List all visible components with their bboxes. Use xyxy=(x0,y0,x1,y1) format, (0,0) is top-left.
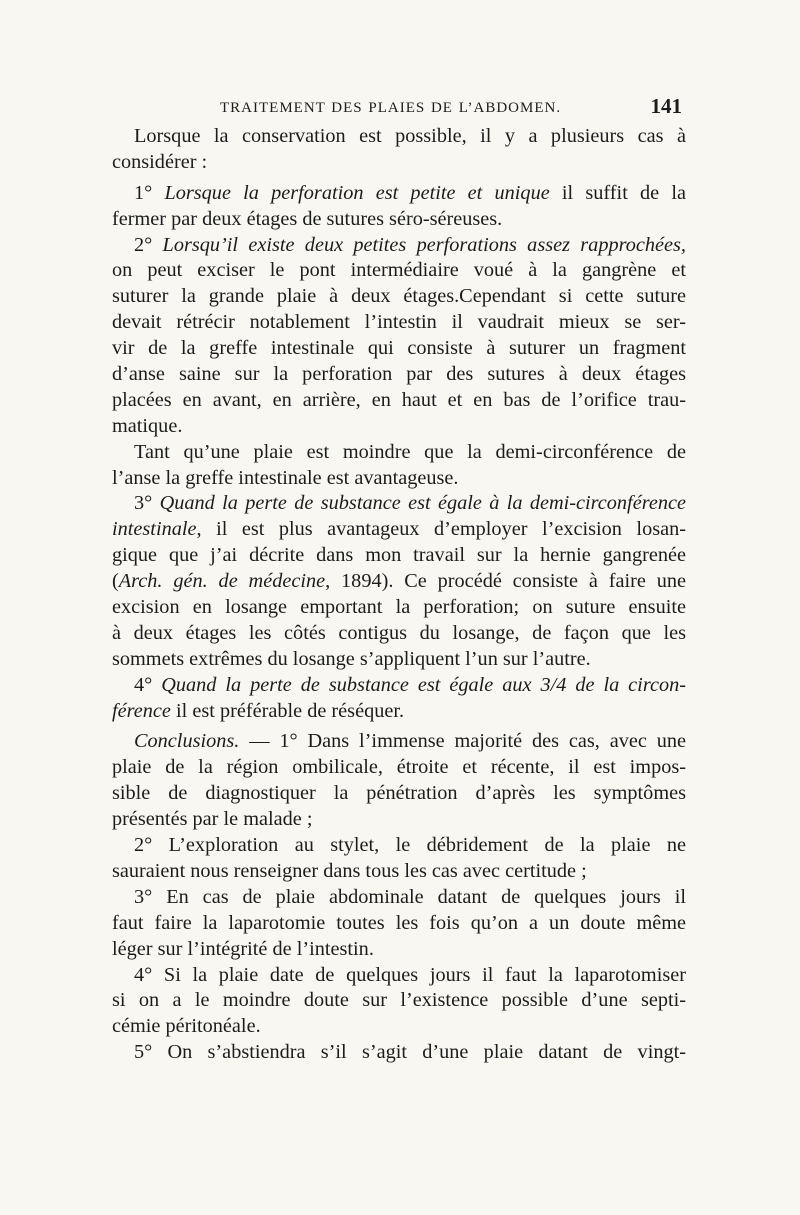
text-line: suturer la grande plaie à deux étages.Cependant si cette suture xyxy=(112,285,686,308)
text-line: si on a le moindre doute sur l’existence possible d’une septi- xyxy=(112,989,686,1012)
text-line: plaie de la région ombilicale, étroite et récente, il est impos- xyxy=(112,756,686,779)
text-line: fermer par deux étages de sutures séro-séreuses. xyxy=(112,207,503,230)
text-line: 3° En cas de plaie abdominale datant de quelques jours il xyxy=(134,885,686,908)
text-line: cémie péritonéale. xyxy=(112,1015,261,1038)
text-line: gique que j’ai décrite dans mon travail sur la hernie gangrenée xyxy=(112,544,686,567)
text-line: placées en avant, en arrière, en haut et en bas de l’orifice trau- xyxy=(112,388,686,411)
text-line: présentés par le malade ; xyxy=(112,808,313,831)
text-line: 4° Si la plaie date de quelques jours il faut la laparotomiser xyxy=(134,963,686,986)
text-line: l’anse la greffe intestinale est avantageuse. xyxy=(112,466,459,489)
text-line: Conclusions. — 1° Dans l’immense majorité des cas, avec une xyxy=(134,730,686,753)
page-header xyxy=(110,96,686,124)
text-line: vir de la greffe intestinale qui consiste à suturer un fragment xyxy=(112,337,686,360)
text-line: d’anse saine sur la perforation par des sutures à deux étages xyxy=(112,363,686,386)
text-line: Tant qu’une plaie est moindre que la demi-circonférence de xyxy=(134,440,686,463)
text-line: Lorsque la conservation est possible, il y a plusieurs cas à xyxy=(134,125,686,147)
italic-phrase: Lorsque la perforation est petite et unique xyxy=(164,181,550,204)
text-line: on peut exciser le pont intermédiaire voué à la gangrène et xyxy=(112,259,686,282)
text-line: 4° Quand la perte de substance est égale aux 3/4 de la circon- xyxy=(134,673,686,696)
page-number: 141 xyxy=(650,94,682,118)
italic-phrase: Arch. gén. de médecine xyxy=(118,570,326,593)
text-line: 2° Lorsqu’il existe deux petites perforations assez rapprochées, xyxy=(134,233,686,256)
text-line: intestinale, il est plus avantageux d’employer l’excision losan- xyxy=(112,518,686,541)
text-line: sible de diagnostiquer la pénétration d’après les symptômes xyxy=(112,782,686,805)
italic-phrase: Quand la perte de substance est égale à la demi-circonférence xyxy=(159,492,686,515)
text-line: devait rétrécir notablement l’intestin il vaudrait mieux se ser- xyxy=(112,311,686,334)
text-line: 2° L’exploration au stylet, le débridement de la plaie ne xyxy=(134,834,686,857)
text-line: considérer : xyxy=(112,150,208,173)
text-line: 5° On s’abstiendra s’il s’agit d’une plaie datant de vingt- xyxy=(134,1041,686,1064)
text-line: à deux étages les côtés contigus du losange, de façon que les xyxy=(112,621,686,644)
italic-phrase: férence xyxy=(112,699,171,722)
text-line: excision en losange emportant la perforation; on suture ensuite xyxy=(112,596,686,619)
text-line: léger sur l’intégrité de l’intestin. xyxy=(112,937,374,960)
text-line: férence il est préférable de réséquer. xyxy=(112,699,405,722)
italic-phrase: intestinale xyxy=(112,518,197,541)
text-line: matique. xyxy=(112,414,183,437)
italic-phrase: Lorsqu’il existe deux petites perforations assez rapprochées, xyxy=(162,233,686,256)
italic-phrase: Conclusions. xyxy=(134,730,240,753)
text-line: 1° Lorsque la perforation est petite et unique il suffit de la xyxy=(134,181,686,204)
text-line: 3° Quand la perte de substance est égale à la demi-circonférence xyxy=(134,492,686,515)
text-line: faut faire la laparotomie toutes les fois qu’on a un doute même xyxy=(112,911,686,934)
body-text xyxy=(112,124,686,1066)
text-line: (Arch. gén. de médecine, 1894). Ce procédé consiste à faire une xyxy=(112,570,686,593)
italic-phrase: Quand la perte de substance est égale aux 3/4 de la circon- xyxy=(161,673,686,696)
running-title: TRAITEMENT DES PLAIES DE L’ABDOMEN. xyxy=(220,100,562,116)
text-line: sauraient nous renseigner dans tous les cas avec certitude ; xyxy=(112,859,587,882)
text-line: sommets extrêmes du losange s’appliquent l’un sur l’autre. xyxy=(112,647,591,670)
